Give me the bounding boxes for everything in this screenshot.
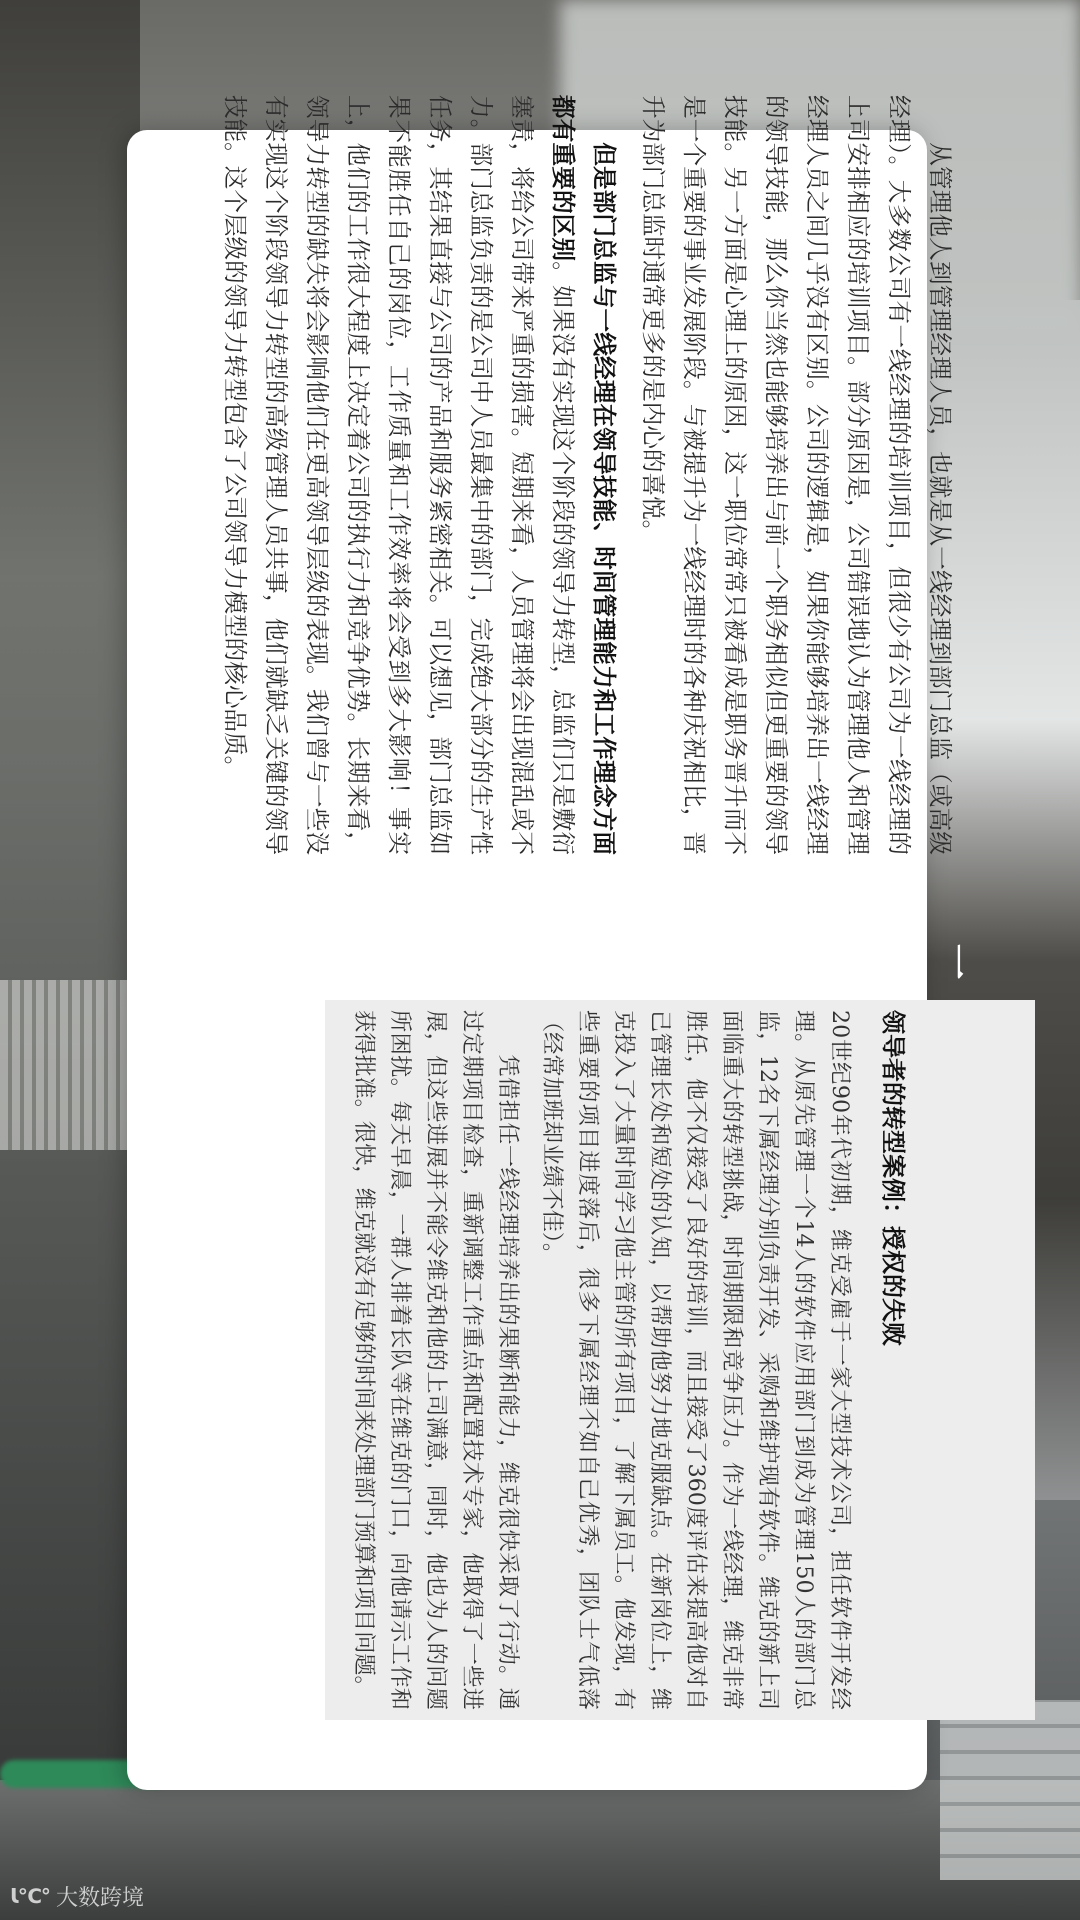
watermark-logo-icon: Ɩ℃° [10, 1884, 50, 1908]
case-paragraph-2: 凭借担任一线经理培养出的果断和能力，维克很快采取了行动。通过定期项目检查，重新调整工作重点和配置技术专家，他取得了一些进展，但这些进展并不能令维克和他的上司满意，同时，他也为人的问题所困扰。每天早晨，一群人排着长队等在维克的门口，向他请示工作和获得批准。很快，维克就没有足够的时间来处理部门预算和项目问题。 [351, 1010, 521, 1710]
case-study-title: 领导者的转型案例：授权的失败 [879, 1010, 907, 1346]
bold-lead-sentence: 但是部门总监与一线经理在领导技能、时间管理能力和工作理念方面都有重要的区别 [549, 95, 618, 855]
watermark-text: 大数跨境 [55, 1885, 144, 1911]
body-paragraph-2-rest: 。如果没有实现这个阶段的领导力转型，总监们只是敷衍塞责，将给公司带来严重的损害。短期来看，人员管理将会出现混乱或不力。部门总监负责的是公司中人员最集中的部门，完成绝大部分的生产性任务，其结果直接与公司的产品和服务紧密相关。可以想见，部门总监如果不能胜任自己的岗位，工作质量和工作效率将会受到多大影响！事实上，他们的工作很大程度上决定着公司的执行力和竞争优势。长期来看，领导力转型的缺失将会影响他们在更高领导层级的表现。我们曾与一些没有实现这个阶段领导力转型的高级管理人员共事，他们就缺乏关键的领导技能。这个层级的领导力转型包含了公司领导力模型的核心品质。 [221, 95, 577, 856]
case-study-text [346, 1010, 858, 1710]
watermark [10, 1880, 144, 1912]
main-body-text [214, 95, 960, 855]
body-paragraph-2 [214, 95, 624, 855]
case-paragraph-1: 20世纪90年代初期，维克受雇于一家大型技术公司，担任软件开发经理。从原先管理一个14人的软件应用部门到成为管理150人的部门总监，12名下属经理分别负责开发、采购和维护现有软件。维克的新上司面临重大的转型挑战，时间期限和竞争压力。作为一线经理，维克非常胜任，他不仅接受了良好的培训，而且接受了360度评估来提高他对自己管理长处和短处的认知，以帮助他努力地克服缺点。在新岗位上，维克投入了大量时间学习他主管的所有项目，了解下属员工。他发现，有些重要的项目进度落后，很多下属经理不如自己优秀，团队士气低落（经常加班却业绩不佳）。 [539, 1010, 853, 1710]
body-paragraph-1: 从管理他人到管理经理人员，也就是从一线经理到部门总监（或高级经理）。大多数公司有一线经理的培训项目，但很少有公司为一线经理的上司安排相应的培训项目。部分原因是，公司错误地认为管理他人和管理经理人员之间几乎没有区别。公司的逻辑是，如果你能够培养出一线经理的领导技能，那么你当然也能够培养出与前一个职务相似但更重要的领导技能。另一方面是心理上的原因，这一职位常常只被看成是职务晋升而不是一个重要的事业发展阶段。与被提升为一线经理时的各种庆祝相比，晋升为部门总监时通常更多的是内心的喜悦。 [639, 95, 954, 855]
